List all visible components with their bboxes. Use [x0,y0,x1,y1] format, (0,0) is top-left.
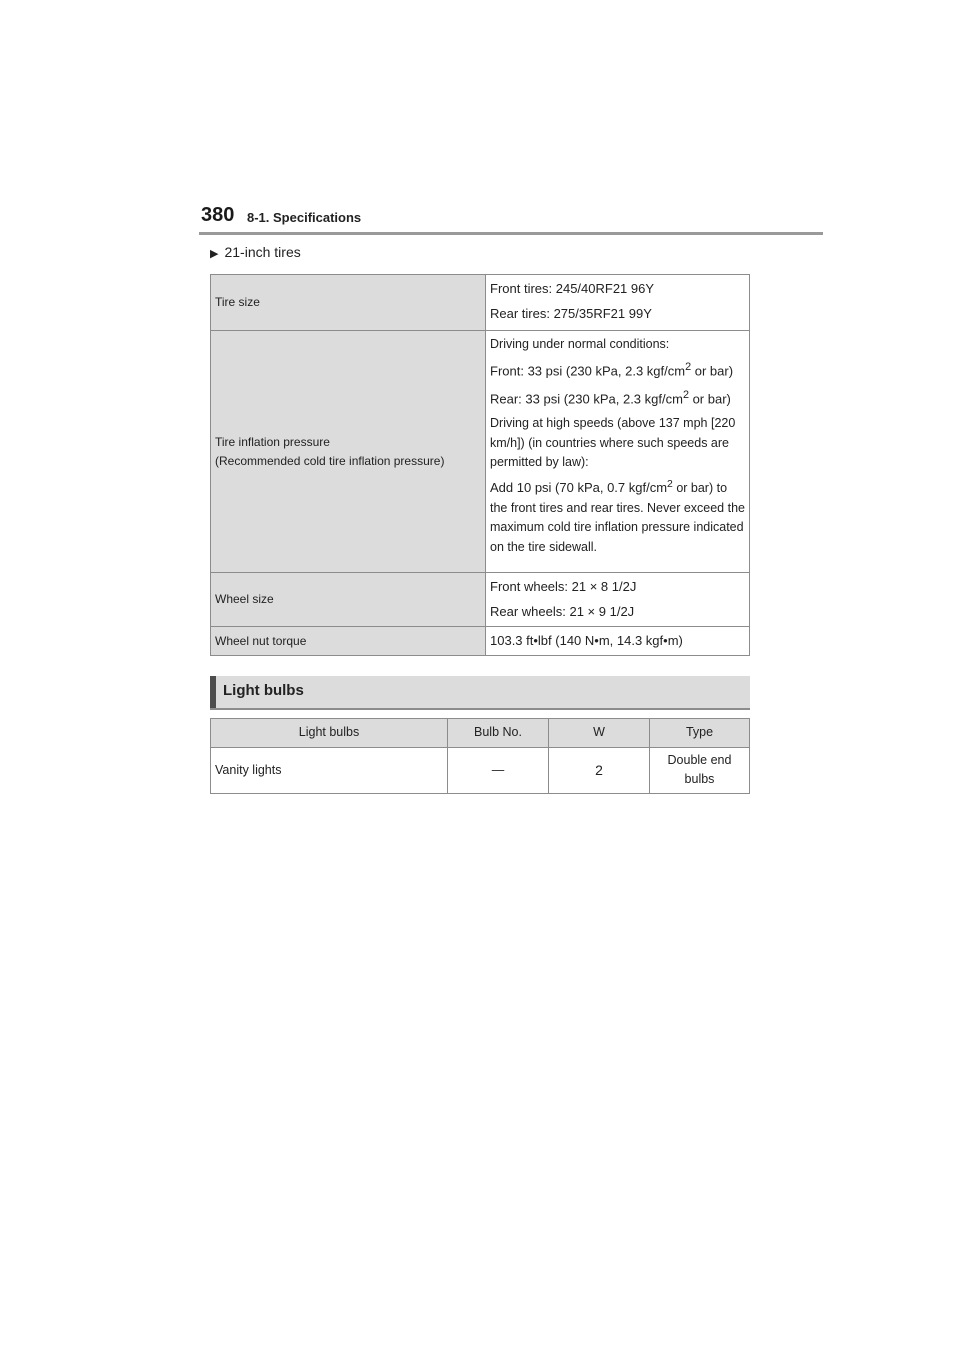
inflation-pressure-subtitle: (Recommended cold tire inflation pressure) [215,453,445,468]
table-row [211,627,750,656]
tire-spec-table [210,274,750,656]
light-bulbs-table [210,718,750,794]
front-pressure [490,359,745,381]
table-row [211,331,750,573]
column-header: Bulb No. [448,719,549,748]
add-pressure-rest: or bar) to the front tires and rear tires. Never exceed the maximum cold tire inflation pressure indicated on the tire sidewall. [490,481,745,554]
inflation-pressure-title: Tire inflation pressure [215,434,330,449]
superscript: 2 [667,479,673,491]
normal-conditions-heading: Driving under normal conditions: [490,337,670,351]
wheel-nut-torque-label: Wheel nut torque [211,627,486,656]
front-tire-size: Front tires: 245/40RF21 96Y [490,281,655,296]
light-bulbs-title: Light bulbs [223,682,304,699]
rear-pressure-text: Rear: 33 psi (230 kPa, 2.3 kgf/cm [490,391,683,407]
light-bulbs-section-header [210,676,750,710]
high-speed-add [490,477,745,557]
subheading-text: 21-inch tires [224,244,301,260]
column-header: Light bulbs [211,719,448,748]
bulb-type: Double end bulbs [650,748,750,794]
tire-size-label: Tire size [211,275,486,331]
inflation-pressure-value [486,331,750,573]
right-triangle-bullet-icon: ▶ [210,248,219,260]
add-pressure-text: Add 10 psi (70 kPa, 0.7 kgf/cm [490,480,668,496]
rear-pressure [490,387,745,409]
table-row [211,748,750,794]
header-divider [199,232,823,235]
rear-wheel-size: Rear wheels: 21 × 9 1/2J [490,604,635,620]
bulb-watts: 2 [549,748,650,794]
table-header-row [211,719,750,748]
section-title: 8-1. Specifications [247,210,362,225]
front-pressure-text: Front: 33 psi (230 kPa, 2.3 kgf/cm [490,363,686,379]
section-accent-bar [210,676,216,708]
tire-size-value [486,275,750,331]
page-number: 380 [201,204,235,226]
front-wheel-size: Front wheels: 21 × 8 1/2J [490,579,637,594]
bulb-number: — [448,748,549,794]
table-row [211,573,750,627]
bulb-name: Vanity lights [211,748,448,794]
tire-size-subheading [210,244,301,260]
page-header [199,200,823,236]
table-row [211,275,750,331]
superscript: 2 [682,388,689,401]
wheel-size-label: Wheel size [211,573,486,627]
superscript: 2 [685,361,692,374]
high-speed-note: Driving at high speeds (above 137 mph [220 km/h]) (in countries where such speeds are permitted by law): [490,416,736,470]
column-header: Type [650,719,750,748]
rear-tire-size: Rear tires: 275/35RF21 99Y [490,306,652,322]
rear-pressure-unit: or bar) [688,391,731,407]
inflation-pressure-label [211,331,486,573]
column-header: W [549,719,650,748]
front-pressure-unit: or bar) [691,363,734,379]
wheel-nut-torque-value: 103.3 ft•lbf (140 N•m, 14.3 kgf•m) [486,627,750,656]
wheel-size-value [486,573,750,627]
